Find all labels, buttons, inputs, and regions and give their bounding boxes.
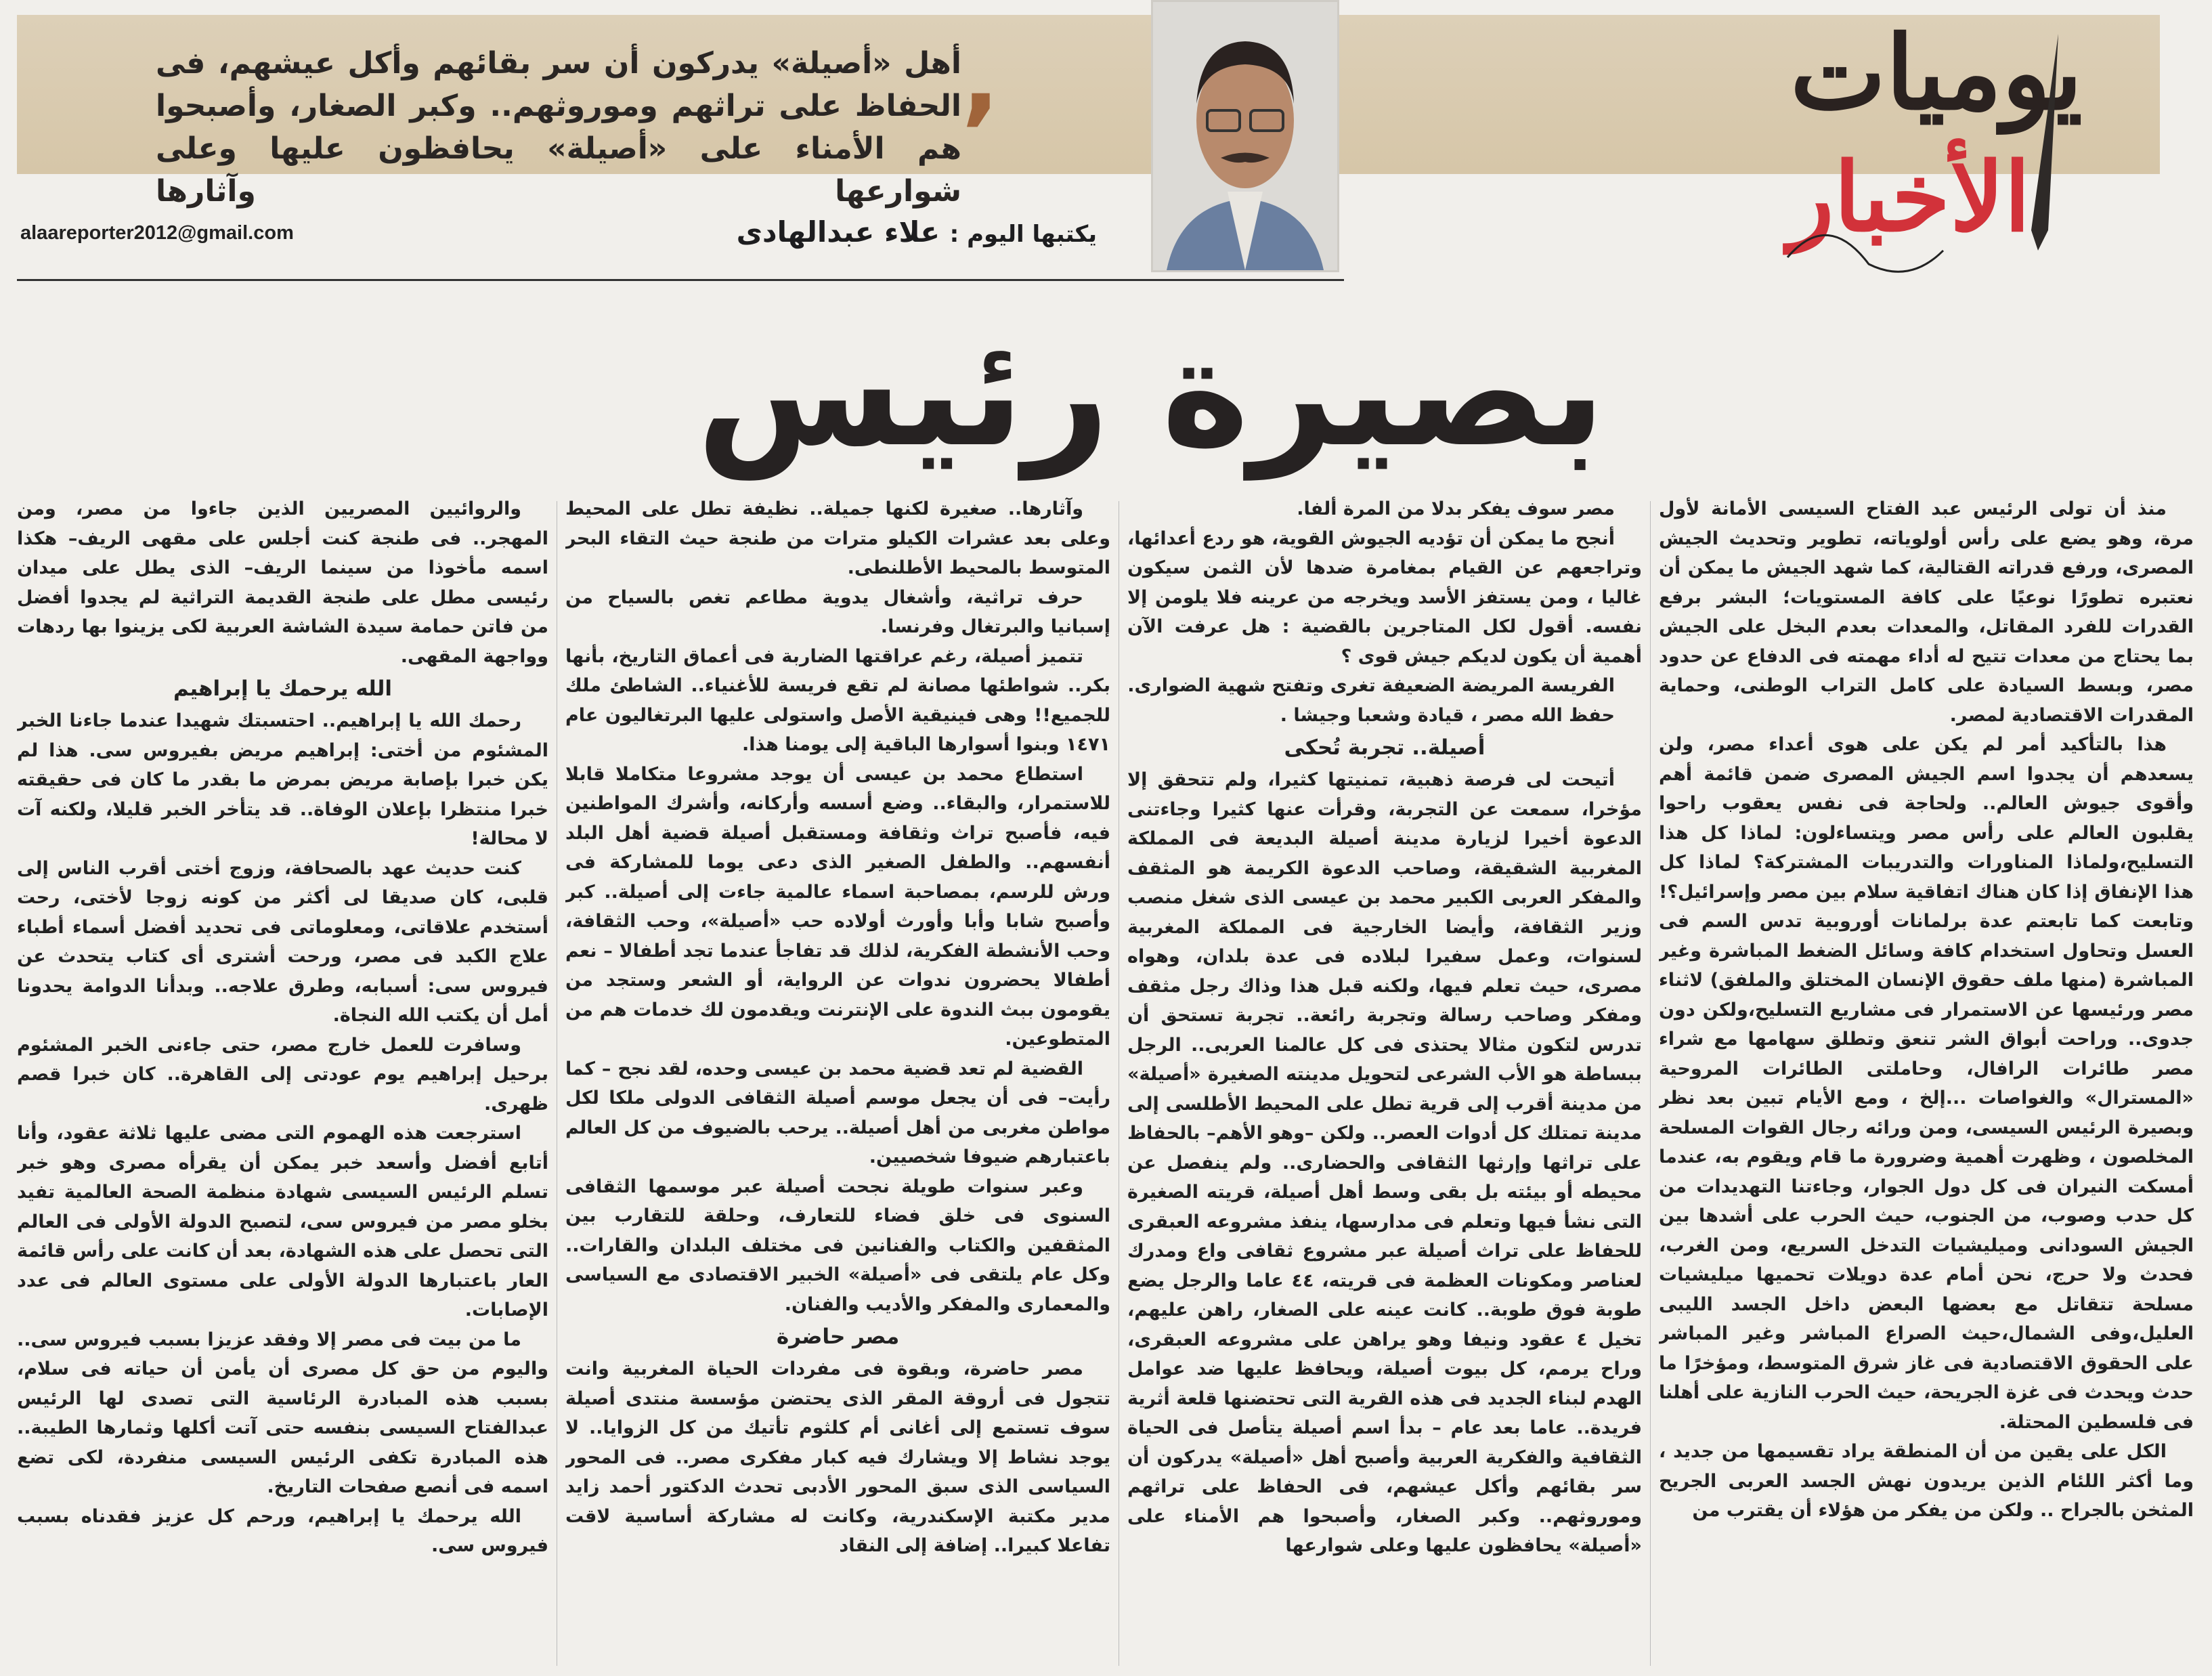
paragraph: الله يرحمك يا إبراهيم، ورحم كل عزيز فقدناه بسبب فيروس سى. (17, 1505, 548, 1556)
paragraph: مصر حاضرة، وبقوة فى مفردات الحياة المغربية وانت تتجول فى أروقة المقر الذى يحتضن مؤسسة منتدى أصيلة سوف تستمع إلى أغانى أم كلثوم تأتيك من كل الزوايا.. لا يوجد نشاط إلا ويشارك فيه كبار مفكرى مصر.. فى المحور السياسى الذى سبق المحور الأدبى تحدث الدكتور أحمد زايد مدير مكتبة الإسكندرية، وكانت له مشاركة أساسية لاقت تفاعلا كبيرا.. إضافة إلى النقاد (565, 1358, 1110, 1556)
article-column-1 (1659, 494, 2194, 1669)
author-photo (1151, 0, 1339, 272)
author-portrait-icon (1153, 2, 1337, 270)
paragraph: القضية لم تعد قضية محمد بن عيسى وحده، لقد نجح – كما رأيت– فى أن يجعل موسم أصيلة الثقافى الدولى ملكا لكل مواطن مغربى من أهل أصيلة.. يرحب بالضيوف من كل العالم باعتبارهم ضيوفا شخصيين. (565, 1058, 1110, 1167)
pull-quote: أهل «أصيلة» يدركون أن سر بقائهم وأكل عيشهم، فى الحفاظ على تراثهم وموروثهم.. وكبر الصغار، وأصبحوا هم الأمناء على «أصيلة» يحافظون عليها وعلى شوارعها وآثارها (156, 46, 961, 209)
paragraph: تتميز أصيلة، رغم عراقتها الضاربة فى أعماق التاريخ، بأنها بكر.. شواطئها مصانة لم تقع فريسة للأغنياء.. الشاطئ ملك للجميع!! وهى فينيقية الأصل واستولى عليها البرتغاليون عام ١٤٧١ وبنوا أسوارها الباقية إلى يومنا هذا. (565, 645, 1110, 755)
column-logo (1652, 7, 2167, 291)
paragraph: وسافرت للعمل خارج مصر، حتى جاءنى الخبر المشئوم برحيل إبراهيم يوم عودتى إلى القاهرة.. كان خبرا قصم ظهرى. (17, 1034, 548, 1115)
section-heading: أصيلة.. تجربة تُحكى (1284, 735, 1485, 760)
paragraph: والروائيين المصريين الذين جاءوا من مصر، ومن المهجر.. فى طنجة كنت أجلس على مقهى الريف– هكذا اسمه مأخوذا من سينما الريف– الذى يطل على ميدان رئيسى مطل على طنجة القديمة التراثية لم يجدوا أفضل من فاتن حمامة سيدة الشاشة العربية لكى يزينوا بها ردهات وواجهة المقهى. (17, 498, 548, 667)
byline (677, 215, 1097, 249)
byline-label: يكتبها اليوم : (949, 221, 1097, 248)
paragraph: ما من بيت فى مصر إلا وفقد عزيزا بسبب فيروس سى.. واليوم من حق كل مصرى أن يأمن أن حياته فى سلام، بسبب هذه المبادرة الرئاسية التى تصدى لها الرئيس عبدالفتاح السيسى بنفسه حتى آتت أكلها وثمارها الطيبة.. هذه المبادرة تكفى الرئيس السيسى منفردة، لكى تضع اسمه فى أنصع صفحات التاريخ. (17, 1329, 548, 1497)
article-title: بصيرة رئيس (696, 306, 1606, 479)
paragraph: منذ أن تولى الرئيس عبد الفتاح السيسى الأمانة لأول مرة، وهو يضع على رأس أولوياته، تطوير وتحديث الجيش المصرى، ورفع قدراته القتالية، كما شهد الجيش ما يمكن أن نعتبره تطورًا نوعيًا على كافة المستويات؛ البشر برفع القدرات للفرد المقاتل، والمعدات بعدم البخل على الجيش بما يحتاج من معدات تتيح له أداء مهمته فى الدفاع عن حدود مصر، وبسط السيادة على كامل التراب الوطنى، وحماية المقدرات الاقتصادية لمصر. (1659, 498, 2194, 726)
paragraph: أتيحت لى فرصة ذهبية، تمنيتها كثيرا، ولم تتحقق إلا مؤخرا، سمعت عن التجربة، وقرأت عنها كثيرا وجاءتنى الدعوة أخيرا لزيارة مدينة أصيلة البديعة فى المملكة المغربية الشقيقة، وصاحب الدعوة الكريمة هو المثقف والمفكر العربى الكبير محمد بن عيسى الذى شغل منصب وزير الثقافة، وأيضا الخارجية فى المملكة المغربية لسنوات، وعمل سفيرا لبلاده فى عدة بلدان، وهواه مصرى، حيث تعلم فيها، ولكنه قبل هذا وذاك رجل مثقف ومفكر وصاحب رسالة وتجربة رائعة.. تجربة تستحق أن تدرس لتكون مثالا يحتذى فى كل عالمنا العربى.. الرجل ببساطة هو الأب الشرعى لتحويل مدينته الصغيرة «أصيلة» من مدينة أقرب إلى قرية تطل على المحيط الأطلسى إلى مدينة تمتلك كل أدوات العصر.. ولكن –وهو الأهم– بالحفاظ على تراثها وإرثها الثقافى والحضارى.. ولم ينفصل عن محيطه أو بيئته بل بقى وسط أهل أصيلة، قريته الصغيرة التى نشأ فيها وتعلم فى مدارسها، ينفذ مشروعه العبقرى للحفاظ على تراث أصيلة عبر مشروع ثقافى واع ومدرك لعناصر ومكونات العظمة فى قريته، ٤٤ عاما والرجل يضع طوبة فوق طوبة.. كانت عينه على الصغار، راهن عليهم، تخيل ٤ عقود ونيفا وهو يراهن على مشروعه العبقرى، وراح يرمم، كل بيوت أصيلة، ويحافظ عليها ضد عوامل الهدم لبناء الجديد فى هذه القرية التى تحتضنها قلعة أثرية فريدة.. عاما بعد عام – بدأ اسم أصيلة يتأصل فى الحياة الثقافية والفكرية العربية وأصبح أهل «أصيلة» يدركون أن سر بقائهم وأكل عيشهم، فى الحفاظ على تراثهم وموروثهم.. وكبر الصغار، وأصبحوا هم الأمناء على «أصيلة» يحافظون عليها وعلى شوارعها (1127, 769, 1642, 1556)
article-column-4 (17, 494, 548, 1669)
logo-line1: يوميات (1790, 14, 2083, 133)
quote-mark-icon: , (961, 19, 1000, 137)
article-column-2 (1127, 494, 1642, 1669)
section-heading: مصر حاضرة (776, 1325, 900, 1349)
paragraph: استرجعت هذه الهموم التى مضى عليها ثلاثة عقود، وأنا أتابع أفضل وأسعد خبر يمكن أن يقرأه مصرى وهو خبر تسلم الرئيس السيسى شهادة منظمة الصحة العالمية تفيد بخلو مصر من فيروس سى، لتصبح الدولة الأولى فى العالم التى تحصل على هذه الشهادة، بعد أن كانت على رأس قائمة العار باعتبارها الدولة الأولى على مستوى العالم فى عدد الإصابات. (17, 1123, 548, 1320)
paragraph: رحمك الله يا إبراهيم.. احتسبتك شهيدا عندما جاءنا الخبر المشئوم من أختى: إبراهيم مريض بفيروس سى. هذا لم يكن خبرا بإصابة مريض بمرض ما بقدر ما كان فى حقيقته خبرا منتظرا بإعلان الوفاة.. قد يتأخر الخبر قليلا، ولكنه آت لا محالة! (17, 710, 548, 849)
paragraph: حرف تراثية، وأشغال يدوية مطاعم تغص بالسياح من إسبانيا والبرتغال وفرنسا. (565, 586, 1110, 637)
article-column-3 (565, 494, 1110, 1669)
paragraph: حفظ الله مصر ، قيادة وشعبا وجيشا . (1280, 704, 1615, 726)
paragraph: الكل على يقين من أن المنطقة يراد تقسيمها من جديد ، وما أكثر اللئام الذين يريدون نهش الجسد العربى الجريح المثخن بالجراح .. ولكن من يفكر من هؤلاء أن يقترب من (1659, 1441, 2194, 1521)
paragraph: استطاع محمد بن عيسى أن يوجد مشروعا متكاملا قابلا للاستمرار، والبقاء.. وضع أسسه وأركانه، وأشرك المواطنين فيه، فأصبح تراث وثقافة ومستقبل أصيلة قضية أهل البلد أنفسهم.. والطفل الصغير الذى دعى يوما للمشاركة فى ورش للرسم، بمصاحبة اسماء عالمية جاءت إلى أصيلة.. كبر وأصبح شابا وأبا وأورث أولاده حب «أصيلة»، وحب الثقافة، وحب الأنشطة الفكرية، لذلك قد تفاجأ عندما تجد أطفالا – نعم أطفالا يحضرون ندوات عن الرواية، أو الشعر وستجد من يقومون ببث الندوة على الإنترنت ويقدمون لك خدمات هم من المتطوعين. (565, 763, 1110, 1050)
paragraph: كنت حديث عهد بالصحافة، وزوج أختى أقرب الناس إلى قلبى، كان صديقا لى أكثر من كونه زوجا لأختى، رحت أستخدم علاقاتى، ومعلوماتى فى تحديد أفضل أسماء أطباء علاج الكبد فى مصر، ورحت أشترى أى كتاب يتحدث عن فيروس سى: أسبابه، وطرق علاجه.. وبدأنا الدوامة يحدونا أمل أن يكتب الله النجاة. (17, 857, 548, 1026)
logo-line2: الأخبار (1788, 142, 2031, 253)
author-email: alaareporter2012@gmail.com (20, 222, 294, 244)
header-divider (17, 279, 1344, 281)
paragraph: وآثارها.. صغيرة لكنها جميلة.. نظيفة تطل على المحيط وعلى بعد عشرات الكيلو مترات من طنجة حيث التقاء البحر المتوسط بالمحيط الأطلنطى. (565, 498, 1110, 578)
column-divider (1650, 501, 1651, 1666)
paragraph: مصر سوف يفكر بدلا من المرة ألفا. (1297, 498, 1615, 519)
paragraph: وعبر سنوات طويلة نجحت أصيلة عبر موسمها الثقافى السنوى فى خلق فضاء للتعارف، وحلقة للتقارب بين المثقفين والكتاب والفنانين فى مختلف البلدان والقارات.. وكل عام يلتقى فى «أصيلة» الخبير الاقتصادى مع السياسى والمعمارى والمفكر والأديب والفنان. (565, 1176, 1110, 1315)
paragraph: الفريسة المريضة الضعيفة تغرى وتفتح شهية الضوارى. (1127, 675, 1615, 696)
section-heading: الله يرحمك يا إبراهيم (173, 676, 392, 701)
paragraph: أنجح ما يمكن أن تؤديه الجيوش القوية، هو ردع أعدائها، وتراجعهم عن القيام بمغامرة ضدها لأن الثمن سيكون غاليا ، ومن يستفز الأسد ويخرجه من عرينه فلا يلومن إلا نفسه. أقول لكل المتاجرين بالقضية : هل عرفت الآن أهمية أن يكون لديكم جيش قوى ؟ (1127, 528, 1642, 667)
paragraph: هذا بالتأكيد أمر لم يكن على هوى أعداء مصر، ولن يسعدهم أن يجدوا اسم الجيش المصرى ضمن قائمة أهم وأقوى جيوش العالم.. ولحاجة فى نفس يعقوب راحوا يقلبون العالم على رأس مصر ويتساءلون: لماذا كل هذا التسليح،ولماذا المناورات والتدريبات المشتركة؟ لماذا كل هذا الإنفاق إذا كان هناك اتفاقية سلام بين مصر وإسرائيل؟! وتابعت كما تابعتم عدة برلمانات أوروبية تدس السم فى العسل وتحاول استخدام كافة وسائل الضغط المباشرة وغير المباشرة (منها ملف حقوق الإنسان المختلق والملفق) لاثناء مصر ورئيسها عن الاستمرار فى مشاريع التسليح،ولكن دون جدوى.. وراحت أبواق الشر تنعق وتطلق سهامها مع شراء مصر طائرات الرافال، وحاملتى الطائرات المروحية «المسترال» والغواصات ...إلخ ، ومع الأيام تبين بعد نظر وبصيرة الرئيس السيسى، ومن ورائه رجال القوات المسلحة المخلصون ، وظهرت أهمية وضرورة ما قام ويقوم به، عندما أمسكت النيران فى كل دول الجوار، وجاءتنا التهديدات من كل حدب وصوب، من الجنوب، حيث الحرب على أشدها بين الجيش السودانى وميليشيات التدخل السريع، ومن الغرب، فحدث ولا حرج، نحن أمام عدة دويلات تحميها ميليشيات مسلحة تتقاتل مع بعضها البعض داخل الجسد الليبى العليل،وفى الشمال،حيث الصراع المباشر وغير المباشر على الحقوق الاقتصادية فى غاز شرق المتوسط، ومؤخرًا ما حدث ويحدث فى غزة الجريحة، حيث الحرب النازية على أهلنا فى فلسطين المحتلة. (1659, 734, 2194, 1433)
author-name: علاء عبدالهادى (736, 215, 940, 249)
